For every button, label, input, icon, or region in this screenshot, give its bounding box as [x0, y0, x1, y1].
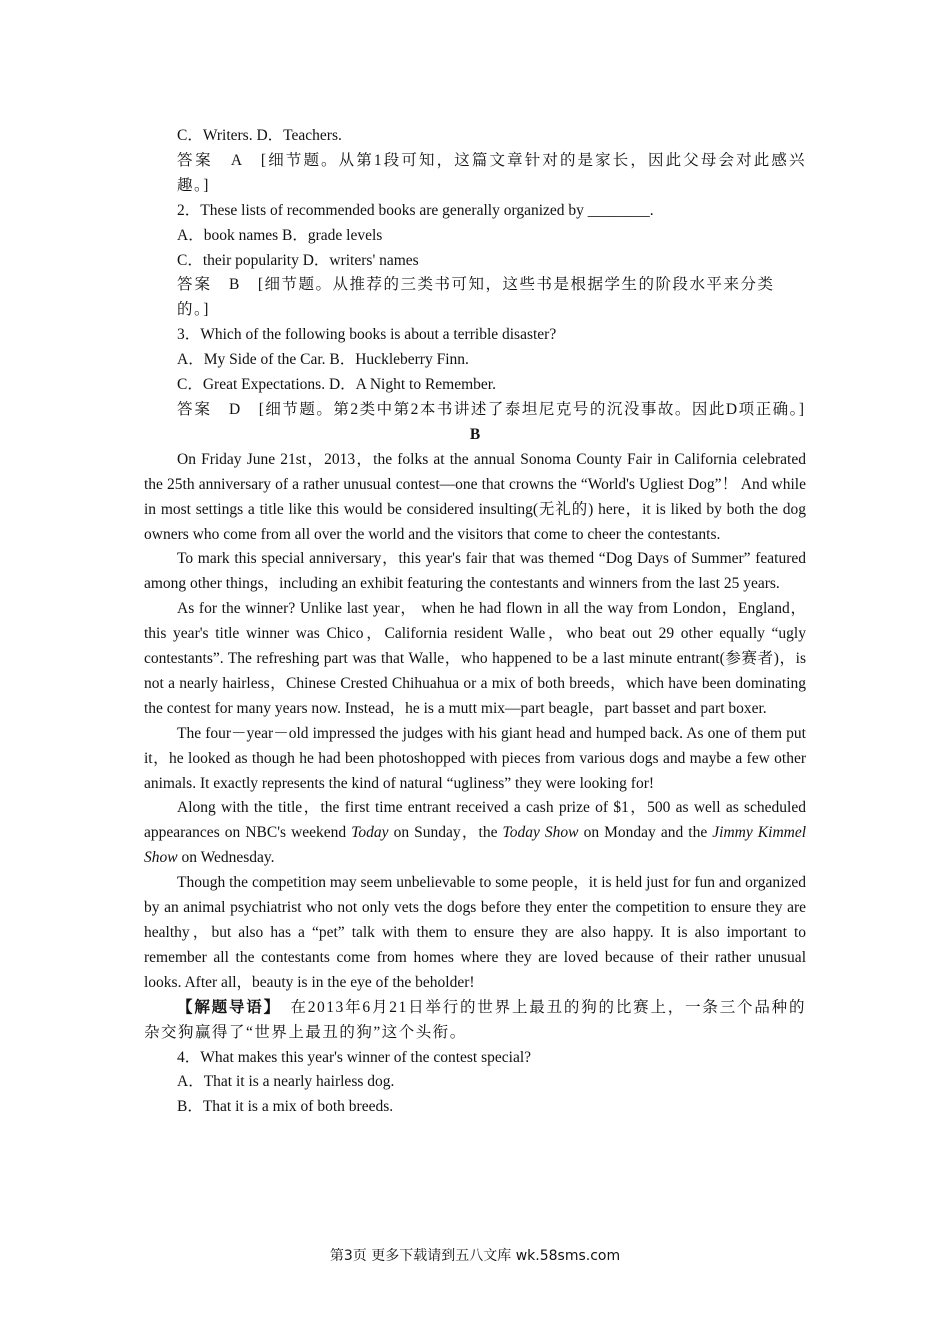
answer-1-text: A [细节题。从第1段可知，这篇文章针对的是家长，因此父母会对此感兴趣。]: [177, 151, 806, 194]
q2-options-ab: A．book names B．grade levels: [177, 226, 383, 244]
q1-options-cd: C．Writers. D．Teachers.: [177, 127, 342, 144]
p5-text-d: on Wednesday.: [177, 849, 275, 867]
p5-text-b: on Sunday，the: [388, 824, 503, 842]
question-4: 4．What makes this year's winner of the contest special?: [177, 1048, 532, 1066]
answer-3-text: D [细节题。第2类中第2本书讲述了泰坦尼克号的沉没事故。因此D项正确。]: [229, 400, 806, 418]
answer-1: [144, 149, 806, 199]
answer-3: [144, 398, 806, 423]
answer-label: 答案: [177, 400, 213, 418]
q4-option-b: B．That it is a mix of both breeds.: [177, 1098, 394, 1116]
guide-text: 在2013年6月21日举行的世界上最丑的狗的比赛上，一条三个品种的杂交狗赢得了“世界上最丑的狗”这个头衔。: [144, 998, 806, 1041]
passage-paragraph-6: Though the competition may seem unbelievable to some people，it is held just for fun and organized by an animal psychiatrist who not only vets the dogs before they enter the competition to ensure they are healthy，but also has a “pet” talk with them to ensure they are also happy. It is also important to remember all the contestants come from homes where they are loved because of their rather unusual looks. After all，beauty is in the eye of the beholder!: [144, 874, 806, 991]
question-2: 2．These lists of recommended books are generally organized by ________.: [177, 201, 654, 219]
q3-options-ab: A．My Side of the Car. B．Huckleberry Finn.: [177, 351, 469, 369]
passage-paragraph-2: To mark this special anniversary，this year's fair that was themed “Dog Days of Summer” featured among other things，including an exhibit featuring the contestants and winners from the last 25 years.: [144, 550, 806, 593]
solving-guide: [144, 996, 806, 1046]
show-title-today: Today: [351, 824, 389, 842]
show-title-jimmy-kimmel: Jimmy Kimmel Show: [144, 824, 807, 867]
answer-2: [144, 273, 806, 323]
q4-option-a: A．That it is a nearly hairless dog.: [177, 1073, 395, 1091]
section-heading: B: [469, 425, 481, 443]
show-title-today-show: Today Show: [502, 824, 579, 842]
passage-paragraph-4: The four－year－old impressed the judges with his giant head and humped back. As one of them put it，he looked as though he had been photoshopped with pieces from various dogs and maybe a few other animals. It exactly represents the kind of natural “ugliness” they were looking for!: [144, 724, 806, 792]
passage-paragraph-1: On Friday June 21st，2013，the folks at the annual Sonoma County Fair in California celebrated the 25th anniversary of a rather unusual contest—one that crowns the “World's Ugliest Dog”！ And while in most settings a title like this would be considered insulting(无礼的) here，it is liked by both the dog owners who come from all over the world and the visitors that come to cheer the contestants.: [144, 450, 806, 543]
answer-label: 答案: [177, 151, 214, 169]
answer-2-text: B [细节题。从推荐的三类书可知，这些书是根据学生的阶段水平来分类的。]: [177, 276, 775, 319]
question-3: 3．Which of the following books is about a terrible disaster?: [177, 326, 557, 344]
answer-label: 答案: [177, 276, 213, 294]
q3-options-cd: C．Great Expectations. D．A Night to Remember.: [177, 376, 496, 394]
page-footer: 第3页 更多下载请到五八文库 wk.58sms.com: [329, 1248, 621, 1264]
q2-options-cd: C．their popularity D．writers' names: [177, 251, 419, 269]
passage-paragraph-3: As for the winner? Unlike last year， when he had flown in all the way from London，England，this year's title winner was Chico，California resident Walle，who beat out 29 other equally “ugly contestants”. The refreshing part was that Walle，who happened to be a last minute entrant(参赛者)，is not a nearly hairless，Chinese Crested Chihuahua or a mix of both breeds，which have been dominating the contest for many years now. Instead，he is a mutt mix—part beagle，part basset and part boxer.: [144, 600, 806, 717]
p5-text-a: Along with the title，the first time entrant received a cash prize of $1，500 as well as scheduled appearances on NBC's weekend: [144, 799, 806, 842]
passage-paragraph-5: [144, 796, 806, 871]
guide-label: 【解题导语】: [177, 998, 274, 1016]
document-body: [144, 124, 806, 1120]
p5-text-c: on Monday and the: [578, 824, 713, 842]
